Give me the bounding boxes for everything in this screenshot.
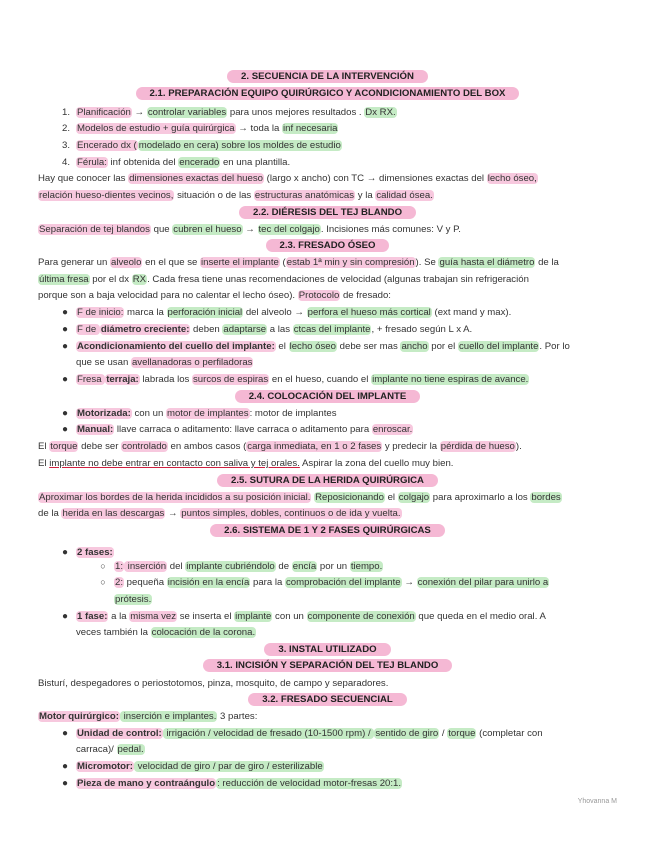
paragraph-torque: El torque debe ser controlado en ambos casos (carga inmediata, en 1 o 2 fases y predecir la pérdida de hueso). — [38, 441, 522, 452]
author-signature: Yhovanna M — [577, 798, 617, 805]
list-item-2: 2. Modelos de estudio + guía quirúrgica → toda la inf necesaria — [61, 123, 338, 134]
sub-bullet-fase-2: ○ 2: pequeña incisión en la encía para la comprobación del implante → conexión del pilar para unirlo a — [92, 576, 617, 589]
paragraph-dimensions-1: Hay que conocer las dimensiones exactas del hueso (largo x ancho) con TC → dimensiones exactas del lecho óseo, — [38, 173, 537, 184]
paragraph-instrumental: Bisturí, despegadores o periostotomos, pinza, mosquito, de campo y separadores. — [38, 678, 389, 689]
bullet-2-fases: ● 2 fases: — [54, 546, 617, 559]
heading-2-2: 2.2. DIÉRESIS DEL TEJ BLANDO — [0, 206, 655, 219]
heading-3-2: 3.2. FRESADO SECUENCIAL — [0, 693, 655, 706]
paragraph-saliva: El implante no debe entrar en contacto con saliva y tej orales. Aspirar la zona del cuello muy bien. — [38, 458, 454, 469]
bullet-1-fase: ● 1 fase: a la misma vez se inserta el implante con un componente de conexión que queda en el medio oral. A — [54, 610, 617, 623]
paragraph-motor: Motor quirúrgico: inserción e implantes. 3 partes: — [39, 711, 258, 722]
bullet-icon: ● — [61, 611, 69, 622]
bullet-manual: ● Manual: llave carraca o aditamento: llave carraca o aditamento para enroscar. — [54, 423, 617, 436]
paragraph-fresado-2: última fresa por el dx RX. Cada fresa tiene unas recomendaciones de velocidad (algunas trabajan sin refrigeración — [39, 274, 529, 285]
bullet-terraja: ● Fresa terraja: labrada los surcos de espiras en el hueso, cuando el implante no tiene espiras de avance. — [54, 373, 617, 386]
heading-2-3: 2.3. FRESADO ÓSEO — [0, 239, 655, 252]
list-item-3: 3. Encerado dx ( modelado en cera) sobre los moldes de estudio — [61, 140, 341, 151]
bullet-acondicionamiento: ● Acondicionamiento del cuello del implante: el lecho óseo debe ser mas ancho por el cuello del implante. Por lo — [54, 340, 617, 353]
circle-bullet-icon: ○ — [100, 561, 106, 571]
bullet-unidad-control: ● Unidad de control: irrigación / velocidad de fresado (10-1500 rpm) / sentido de giro / torque (completar con — [54, 727, 617, 740]
paragraph-fresado-1: Para generar un alveolo en el que se inserte el implante (estab 1ª min y sin compresión). Se guía hasta el diámetro de la — [38, 257, 559, 268]
bullet-icon: ● — [61, 547, 69, 558]
list-item-1: 1. Planificación → controlar variables para unos mejores resultados . Dx RX. — [61, 107, 396, 118]
bullet-icon: ● — [61, 307, 69, 318]
bullet-diametro: ● F de diámetro creciente: deben adaptarse a las ctcas del implante, + fresado según L x A. — [54, 323, 617, 336]
bullet-motorizada: ● Motorizada: con un motor de implantes: motor de implantes — [54, 407, 617, 420]
sub-bullet-fase-1: ○ 1: inserción del implante cubriéndolo de encía por un tiempo. — [92, 560, 617, 573]
bullet-f-inicio: ● F de inicio: marca la perforación inicial del alveolo → perfora el hueso más cortical (ext mand y max). — [54, 306, 617, 319]
bullet-icon: ● — [61, 778, 69, 789]
sub-bullet-fase-2-cont: prótesis. — [115, 594, 152, 605]
bullet-1-fase-cont: veces también la colocación de la corona. — [76, 627, 256, 638]
bullet-icon: ● — [61, 408, 69, 419]
circle-bullet-icon: ○ — [100, 577, 106, 587]
paragraph-sutura-1: Aproximar los bordes de la herida incididos a su posición inicial. Reposicionando el colgajo para aproximarlo a los bordes — [39, 492, 561, 503]
bullet-acondicionamiento-cont: que se usan avellanadoras o perfiladoras — [76, 357, 253, 368]
heading-2-1: 2.1. PREPARACIÓN EQUIPO QUIRÚRGICO Y ACONDICIONAMIENTO DEL BOX — [0, 87, 655, 100]
bullet-pieza-mano: ● Pieza de mano y contraángulo : reducción de velocidad motor-fresas 20:1. — [54, 777, 617, 790]
bullet-icon: ● — [61, 728, 69, 739]
bullet-icon: ● — [61, 761, 69, 772]
heading-3: 3. INSTAL UTILIZADO — [0, 643, 655, 656]
heading-2-6: 2.6. SISTEMA DE 1 Y 2 FASES QUIRÚRGICAS — [0, 524, 655, 537]
paragraph-dieresis: Separación de tej blandos que cubren el hueso → tec del colgajo. Incisiones más comunes: V y P. — [39, 224, 461, 235]
paragraph-dimensions-2: relación hueso-dientes vecinos, situación o de las estructuras anatómicas y la calidad ósea. — [39, 190, 433, 201]
bullet-icon: ● — [61, 341, 69, 352]
heading-2-5: 2.5. SUTURA DE LA HERIDA QUIRÚRGICA — [0, 474, 655, 487]
heading-3-1: 3.1. INCISIÓN Y SEPARACIÓN DEL TEJ BLANDO — [0, 659, 655, 672]
list-item-4: 4. Férula: inf obtenida del encerado en una plantilla. — [61, 157, 291, 168]
bullet-icon: ● — [61, 324, 69, 335]
bullet-micromotor: ● Micromotor: velocidad de giro / par de giro / esterilizable — [54, 760, 617, 773]
paragraph-fresado-3: porque son a baja velocidad para no calentar el lecho óseo). Protocolo de fresado: — [38, 290, 391, 301]
paragraph-sutura-2: de la herida en las descargas → puntos simples, dobles, continuos o de ida y vuelta. — [38, 508, 401, 519]
bullet-icon: ● — [61, 424, 69, 435]
heading-2-4: 2.4. COLOCACIÓN DEL IMPLANTE — [0, 390, 655, 403]
bullet-icon: ● — [61, 374, 69, 385]
heading-2: 2. SECUENCIA DE LA INTERVENCIÓN — [0, 70, 655, 83]
bullet-unidad-control-cont: carraca)/ pedal. — [76, 744, 144, 755]
